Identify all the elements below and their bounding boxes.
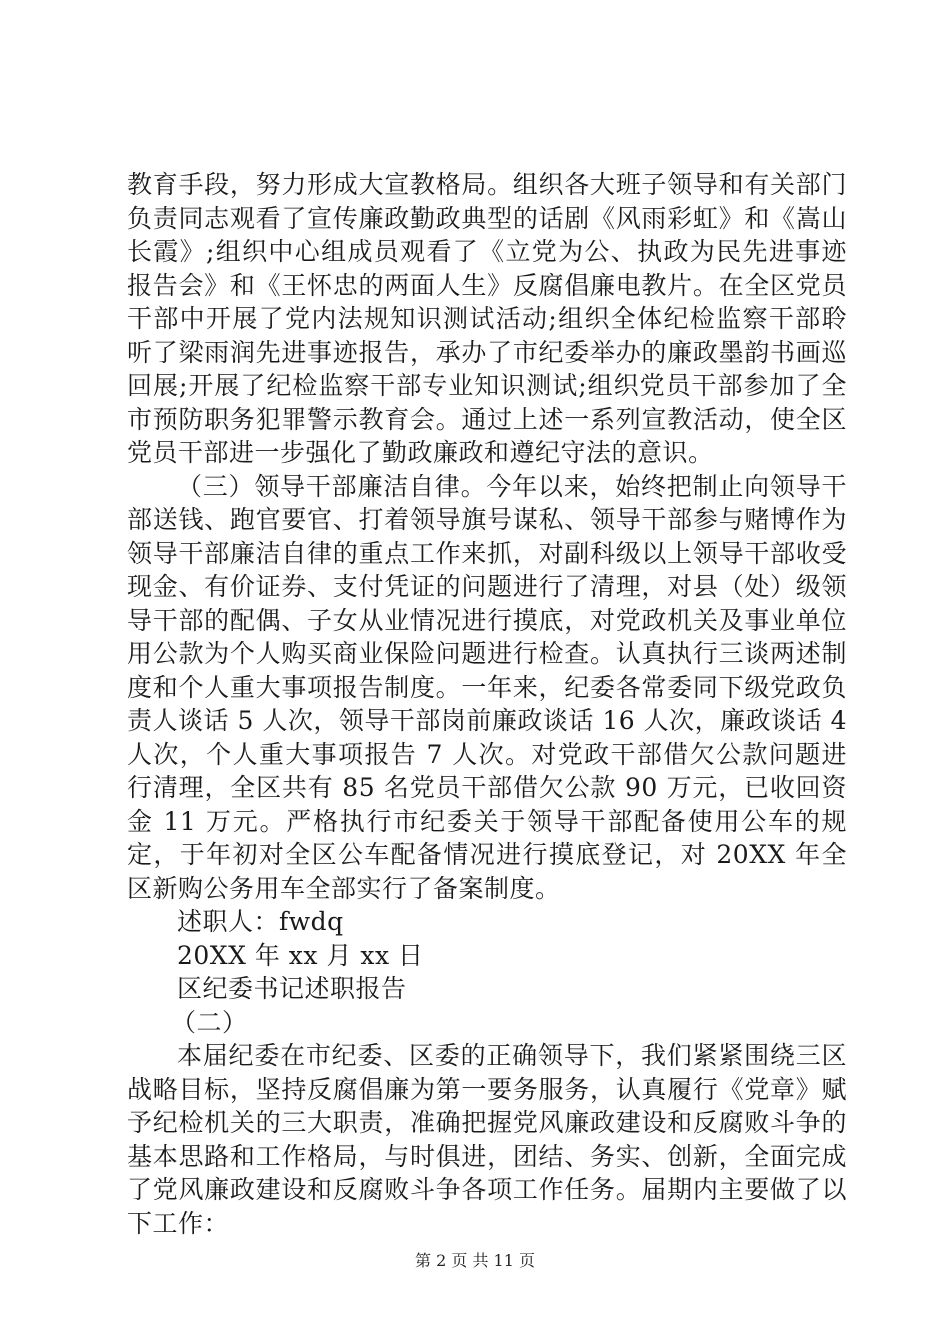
page-footer: 第 2 页 共 11 页	[415, 1251, 535, 1270]
document-body	[127, 168, 847, 1240]
reporter-line: 述职人：fwdq	[177, 907, 344, 936]
report-title: 区纪委书记述职报告	[177, 974, 407, 1003]
paragraph-propaganda: 教育手段，努力形成大宣教格局。组织各大班子领导和有关部门负责同志观看了宣传廉政勤政典型的话剧《风雨彩虹》和《嵩山长霞》;组织中心组成员观看了《立党为公、执政为民先进事迹报告会》和《王怀忠的两面人生》反腐倡廉电教片。在全区党员干部中开展了党内法规知识测试活动;组织全体纪检监察干部聆听了梁雨润先进事迹报告，承办了市纪委举办的廉政墨韵书画巡回展;开展了纪检监察干部专业知识测试;组织党员干部参加了全市预防职务犯罪警示教育会。通过上述一系列宣教活动，使全区党员干部进一步强化了勤政廉政和遵纪守法的意识。	[127, 170, 847, 467]
date-line: 20XX 年 xx 月 xx 日	[177, 940, 424, 970]
paragraph-self-discipline: （三）领导干部廉洁自律。今年以来，始终把制止向领导干部送钱、跑官要官、打着领导旗号谋私、领导干部参与赌博作为领导干部廉洁自律的重点工作来抓，对副科级以上领导干部收受现金、有价证券、支付凭证的问题进行了清理，对县（处）级领导干部的配偶、子女从业情况进行摸底，对党政机关及事业单位用公款为个人购买商业保险问题进行检查。认真执行三谈两述制度和个人重大事项报告制度。一年来，纪委各常委同下级党政负责人谈话 5 人次，领导干部岗前廉政谈话 16 人次，廉政谈话 4 人次，个人重大事项报告 7 人次。对党政干部借欠公款问题进行清理，全区共有 85 名党员干部借欠公款 90 万元，已收回资金 11 万元。严格执行市纪委关于领导干部配备使用公车的规定，于年初对全区公车配备情况进行摸底登记，对 20XX 年全区新购公务用车全部实行了备案制度。	[127, 471, 847, 903]
paragraph-summary: 本届纪委在市纪委、区委的正确领导下，我们紧紧围绕三区战略目标，坚持反腐倡廉为第一要务服务，认真履行《党章》赋予纪检机关的三大职责，准确把握党风廉政建设和反腐败斗争的基本思路和工作格局，与时俱进，团结、务实、创新，全面完成了党风廉政建设和反腐败斗争各项工作任务。届期内主要做了以下工作：	[127, 1041, 847, 1238]
section-number: （二）	[171, 1007, 248, 1037]
